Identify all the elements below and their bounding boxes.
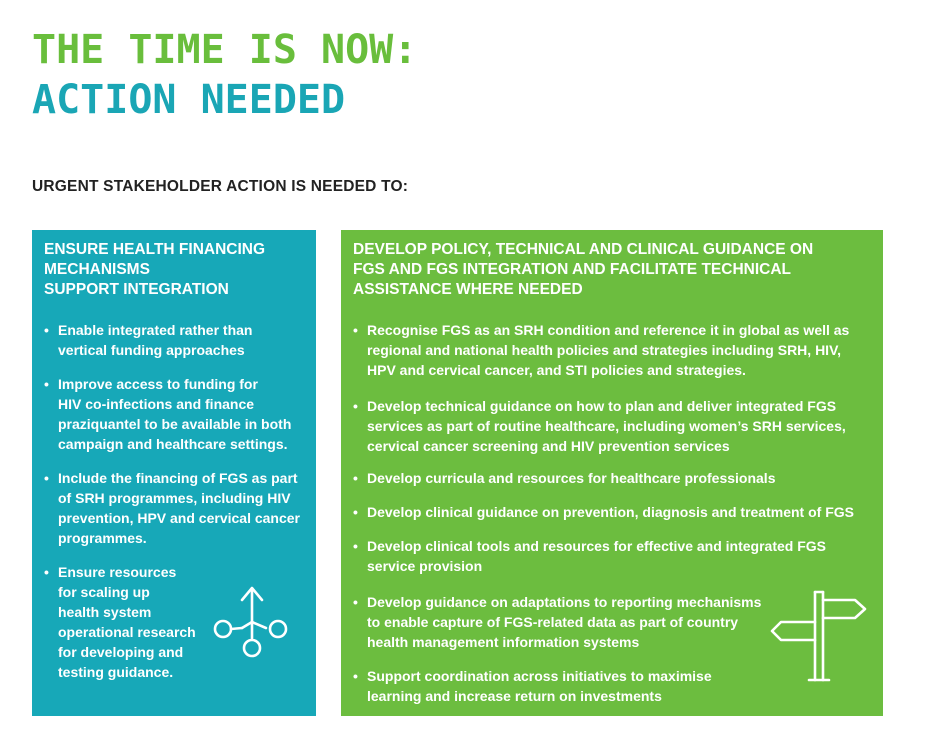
- title-line-2: ACTION NEEDED: [32, 77, 346, 123]
- heading-line: ENSURE HEALTH FINANCING: [44, 241, 266, 258]
- heading-line: SUPPORT INTEGRATION: [44, 281, 229, 298]
- list-item: [367, 502, 854, 522]
- list-item-line: programmes.: [58, 530, 147, 546]
- list-item-line: • Develop clinical guidance on prevention, diagnosis and treatment of FGS: [367, 504, 854, 520]
- list-item-line: HPV and cervical cancer, and STI policies and strategies.: [367, 362, 746, 378]
- list-item: [367, 320, 849, 380]
- policy-guidance-panel: [341, 230, 883, 716]
- list-item-line: • Include the financing of FGS as part: [58, 470, 298, 486]
- list-item: [367, 536, 826, 576]
- heading-line: FGS AND FGS INTEGRATION AND FACILITATE TECHNICAL: [353, 261, 791, 278]
- list-item-line: • Improve access to funding for: [58, 376, 258, 392]
- list-item: [58, 562, 196, 682]
- list-item-line: service provision: [367, 558, 483, 574]
- list-item: [367, 396, 846, 456]
- financing-panel-heading: [44, 240, 306, 300]
- list-item-line: for scaling up: [58, 584, 150, 600]
- title-line-1: THE TIME IS NOW:: [32, 27, 418, 73]
- heading-line: DEVELOP POLICY, TECHNICAL AND CLINICAL GUIDANCE ON: [353, 241, 814, 258]
- list-item-line: campaign and healthcare settings.: [58, 436, 288, 452]
- list-item-line: • Develop guidance on adaptations to reporting mechanisms: [367, 594, 762, 610]
- list-item-line: • Develop clinical tools and resources for effective and integrated FGS: [367, 538, 827, 554]
- list-item-line: regional and national health policies and strategies including SRH, HIV,: [367, 342, 842, 358]
- list-item-line: prevention, HPV and cervical cancer: [58, 510, 300, 526]
- list-item-line: of SRH programmes, including HIV: [58, 490, 291, 506]
- list-item: [58, 320, 252, 360]
- list-item-line: for developing and: [58, 644, 184, 660]
- list-item-line: praziquantel to be available in both: [58, 416, 292, 432]
- list-item-line: vertical funding approaches: [58, 342, 245, 358]
- list-item: [367, 592, 761, 652]
- list-item-line: HIV co-infections and finance: [58, 396, 255, 412]
- list-item-line: cervical cancer screening and HIV prevention services: [367, 438, 730, 454]
- list-item-line: • Enable integrated rather than: [58, 322, 253, 338]
- list-item-line: operational research: [58, 624, 196, 640]
- list-item-line: • Recognise FGS as an SRH condition and reference it in global as well as: [367, 322, 850, 338]
- list-item: [58, 374, 291, 454]
- list-item-line: testing guidance.: [58, 664, 174, 680]
- policy-panel-heading: [353, 240, 873, 300]
- list-item-line: • Develop curricula and resources for healthcare professionals: [367, 470, 776, 486]
- section-subheading: URGENT STAKEHOLDER ACTION IS NEEDED TO:: [32, 178, 409, 195]
- heading-line: MECHANISMS: [44, 261, 150, 278]
- signpost-icon: [769, 588, 869, 684]
- list-item: [58, 468, 300, 548]
- list-item-line: health management information systems: [367, 634, 640, 650]
- list-item-line: • Develop technical guidance on how to plan and deliver integrated FGS: [367, 398, 837, 414]
- list-item-line: learning and increase return on investments: [367, 688, 662, 704]
- list-item-line: • Support coordination across initiatives to maximise: [367, 668, 712, 684]
- list-item-line: • Ensure resources: [58, 564, 177, 580]
- heading-line: ASSISTANCE WHERE NEEDED: [353, 281, 583, 298]
- list-item-line: services as part of routine healthcare, including women’s SRH services,: [367, 418, 846, 434]
- list-item-line: health system: [58, 604, 152, 620]
- list-item-line: to enable capture of FGS-related data as part of country: [367, 614, 739, 630]
- branching-arrows-icon: [208, 582, 294, 662]
- list-item: [367, 468, 775, 488]
- financing-panel: [32, 230, 316, 716]
- list-item: [367, 666, 712, 706]
